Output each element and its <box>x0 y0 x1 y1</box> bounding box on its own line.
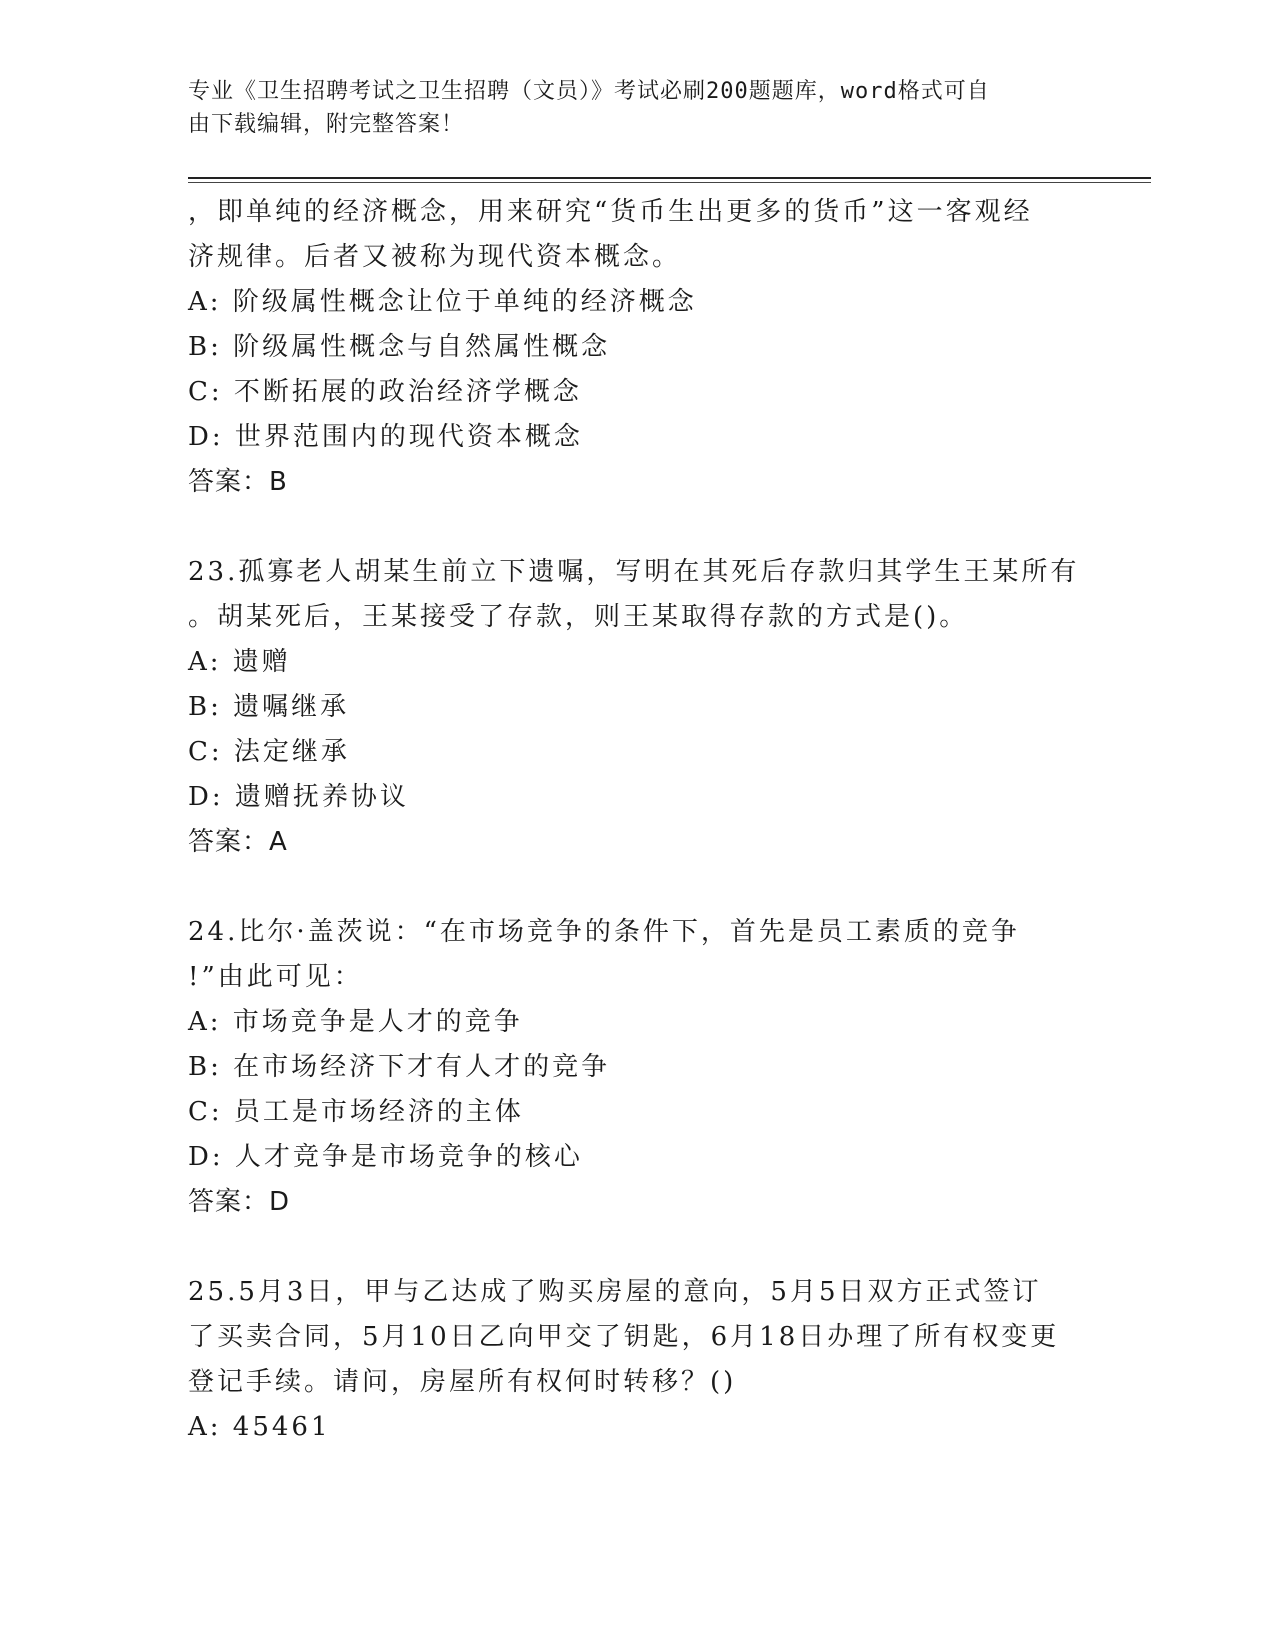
option-a: A: 遗赠 <box>188 647 291 677</box>
option-d: D: 世界范围内的现代资本概念 <box>188 422 583 452</box>
answer-line: 答案：B <box>188 467 288 497</box>
document-header <box>188 75 1088 141</box>
question-text-line: 25.5月3日，甲与乙达成了购买房屋的意向，5月5日双方正式签订 <box>188 1277 1042 1307</box>
question-text-line: 登记手续。请问，房屋所有权何时转移？() <box>188 1367 737 1397</box>
question-block-24 <box>188 910 1088 1225</box>
option-c: C: 不断拓展的政治经济学概念 <box>188 377 582 407</box>
header-line-2: 由下载编辑，附完整答案！ <box>188 112 465 137</box>
question-text-line: 。胡某死后，王某接受了存款，则王某取得存款的方式是()。 <box>188 602 969 632</box>
question-block-22 <box>188 190 1088 505</box>
option-d: D: 人才竞争是市场竞争的核心 <box>188 1142 583 1172</box>
option-b: B: 遗嘱继承 <box>188 692 350 722</box>
spacer <box>188 865 1088 910</box>
header-divider-thin <box>188 182 1151 183</box>
option-d: D: 遗赠抚养协议 <box>188 782 409 812</box>
option-a: A: 45461 <box>188 1412 331 1442</box>
option-b: B: 阶级属性概念与自然属性概念 <box>188 332 611 362</box>
question-text-line: 济规律。后者又被称为现代资本概念。 <box>188 242 682 272</box>
option-a: A: 市场竞争是人才的竞争 <box>188 1007 523 1037</box>
question-text-line: 了买卖合同，5月10日乙向甲交了钥匙，6月18日办理了所有权变更 <box>188 1322 1060 1352</box>
header-line-1: 专业《卫生招聘考试之卫生招聘（文员）》考试必刷200题题库，word格式可自 <box>188 79 990 104</box>
option-c: C: 员工是市场经济的主体 <box>188 1097 524 1127</box>
answer-line: 答案：D <box>188 1187 291 1217</box>
question-text-line: ，即单纯的经济概念，用来研究“货币生出更多的货币”这一客观经 <box>188 197 1033 227</box>
answer-line: 答案：A <box>188 827 288 857</box>
question-text-line: 24.比尔·盖茨说：“在市场竞争的条件下，首先是员工素质的竞争 <box>188 917 1020 947</box>
header-divider-thick <box>188 177 1151 179</box>
question-block-23 <box>188 550 1088 865</box>
spacer <box>188 1225 1088 1270</box>
option-a: A: 阶级属性概念让位于单纯的经济概念 <box>188 287 697 317</box>
question-block-25 <box>188 1270 1088 1450</box>
option-c: C: 法定继承 <box>188 737 350 767</box>
question-text-line: 23.孤寡老人胡某生前立下遗嘱，写明在其死后存款归其学生王某所有 <box>188 557 1080 587</box>
spacer <box>188 505 1088 550</box>
question-text-line: !”由此可见： <box>188 962 363 992</box>
option-b: B: 在市场经济下才有人才的竞争 <box>188 1052 611 1082</box>
question-content <box>188 190 1088 1450</box>
